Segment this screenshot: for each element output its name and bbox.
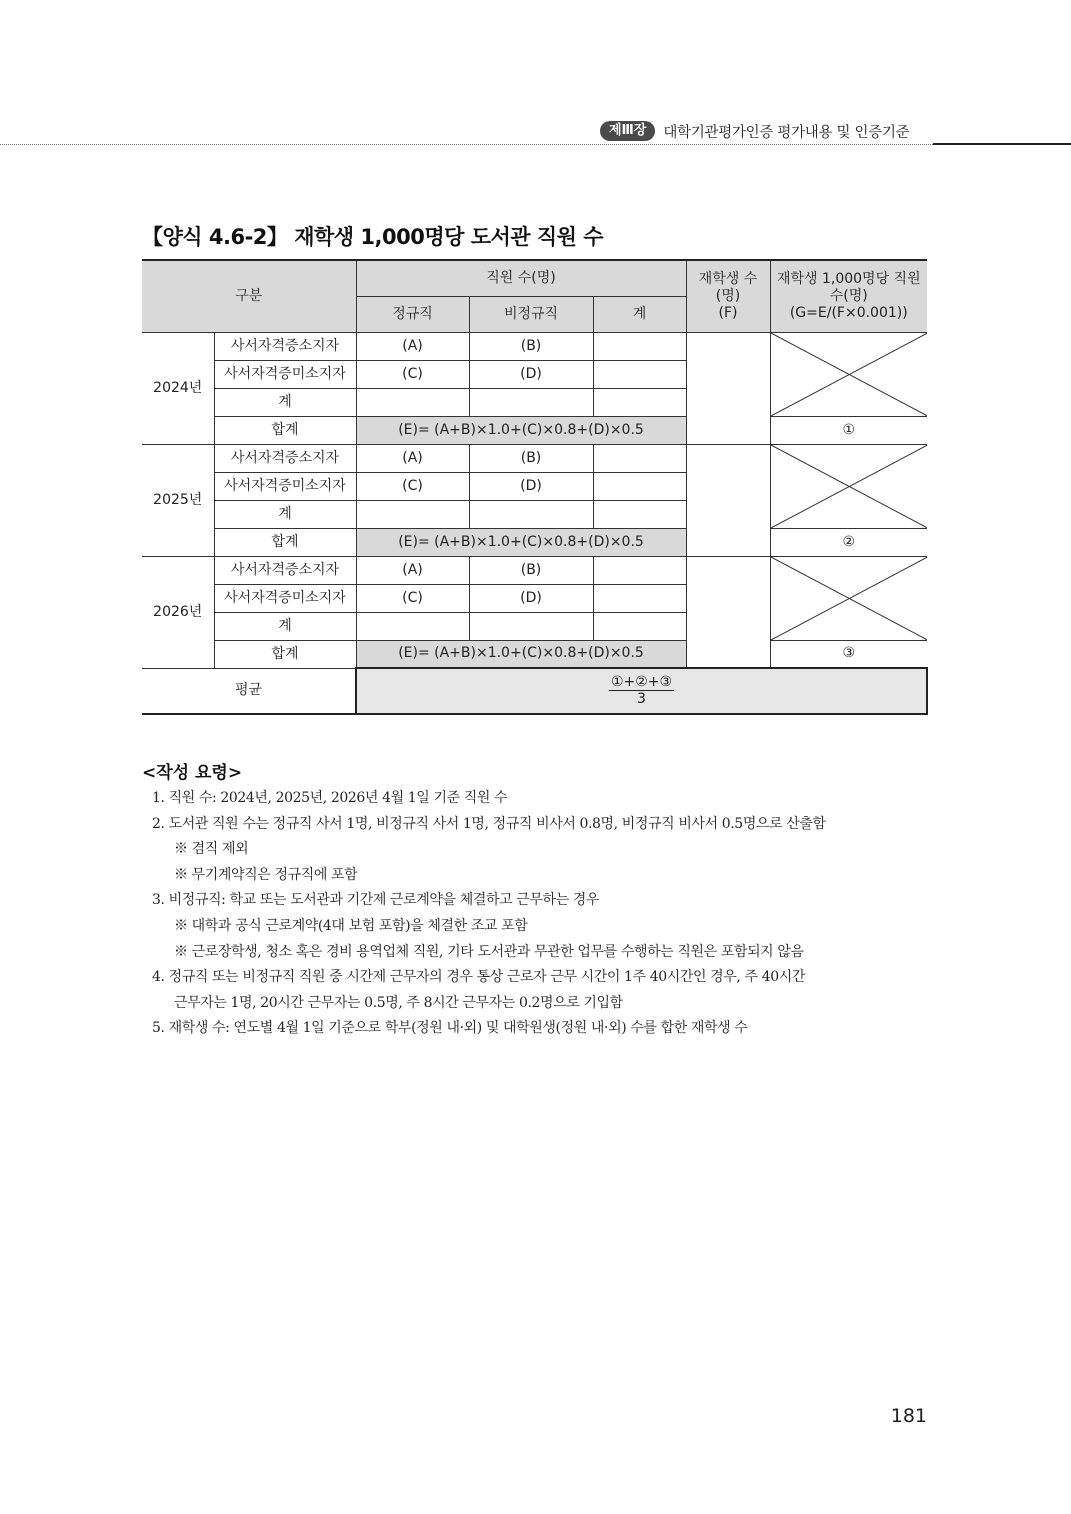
year-label: 2025년 bbox=[142, 444, 214, 556]
instruction-item: 4. 정규직 또는 비정규직 직원 중 시간제 근무자의 경우 통상 근로자 근무 시간이 1주 40시간인 경우, 주 40시간 bbox=[152, 969, 805, 986]
regular-cell: (C) bbox=[356, 472, 469, 500]
sum-label: 합계 bbox=[214, 528, 356, 556]
sum-label: 합계 bbox=[214, 640, 356, 668]
header-nonregular: 비정규직 bbox=[469, 296, 593, 332]
nonregular-cell: (B) bbox=[469, 332, 593, 360]
year-label: 2026년 bbox=[142, 556, 214, 668]
year-label: 2024년 bbox=[142, 332, 214, 444]
regular-cell bbox=[356, 500, 469, 528]
total-cell bbox=[593, 500, 686, 528]
header-total: 계 bbox=[593, 296, 686, 332]
sum-formula: (E)= (A+B)×1.0+(C)×0.8+(D)×0.5 bbox=[356, 528, 686, 556]
row-label: 계 bbox=[214, 388, 356, 416]
table-row bbox=[142, 556, 927, 584]
row-label: 계 bbox=[214, 500, 356, 528]
instructions-title: <작성 요령> bbox=[142, 763, 243, 783]
nonregular-cell: (B) bbox=[469, 556, 593, 584]
cross-lines bbox=[771, 445, 928, 528]
total-cell bbox=[593, 584, 686, 612]
header-students: 재학생 수 (명) (F) bbox=[686, 260, 770, 332]
table-row bbox=[142, 640, 927, 668]
sum-label: 합계 bbox=[214, 416, 356, 444]
row-label: 계 bbox=[214, 612, 356, 640]
instruction-continuation: 근무자는 1명, 20시간 근무자는 0.5명, 주 8시간 근무자는 0.2명으로 기입함 bbox=[174, 994, 623, 1011]
total-cell bbox=[593, 388, 686, 416]
chapter-badge: 제Ⅲ장 bbox=[600, 121, 655, 141]
table-row bbox=[142, 416, 927, 444]
header-rule bbox=[0, 144, 933, 145]
crossed-cell bbox=[770, 444, 927, 528]
sum-formula: (E)= (A+B)×1.0+(C)×0.8+(D)×0.5 bbox=[356, 640, 686, 668]
row-label: 사서자격증소지자 bbox=[214, 556, 356, 584]
nonregular-cell: (D) bbox=[469, 360, 593, 388]
header-regular: 정규직 bbox=[356, 296, 469, 332]
table-row bbox=[142, 444, 927, 472]
regular-cell: (A) bbox=[356, 332, 469, 360]
total-cell bbox=[593, 556, 686, 584]
row-label: 사서자격증미소지자 bbox=[214, 584, 356, 612]
ratio-result: ③ bbox=[770, 640, 927, 668]
row-label: 사서자격증미소지자 bbox=[214, 472, 356, 500]
students-cell bbox=[686, 556, 770, 668]
average-formula bbox=[356, 668, 927, 714]
instruction-item: 1. 직원 수: 2024년, 2025년, 2026년 4월 1일 기준 직원 수 bbox=[152, 790, 508, 806]
total-cell bbox=[593, 360, 686, 388]
nonregular-cell: (D) bbox=[469, 584, 593, 612]
instruction-item: 5. 재학생 수: 연도별 4월 1일 기준으로 학부(정원 내·외) 및 대학원생(정원 내·외) 수를 합한 재학생 수 bbox=[152, 1020, 748, 1037]
average-fraction bbox=[609, 674, 674, 707]
library-staff-table bbox=[142, 259, 928, 715]
row-label: 사서자격증소지자 bbox=[214, 444, 356, 472]
header-rule-solid bbox=[933, 143, 1071, 145]
table-row bbox=[142, 528, 927, 556]
students-cell bbox=[686, 332, 770, 444]
row-label: 사서자격증미소지자 bbox=[214, 360, 356, 388]
nonregular-cell: (D) bbox=[469, 472, 593, 500]
regular-cell: (A) bbox=[356, 444, 469, 472]
instructions-list bbox=[152, 786, 942, 1042]
crossed-cell bbox=[770, 556, 927, 640]
regular-cell: (A) bbox=[356, 556, 469, 584]
nonregular-cell: (B) bbox=[469, 444, 593, 472]
nonregular-cell bbox=[469, 500, 593, 528]
cross-lines bbox=[771, 333, 928, 416]
sum-formula: (E)= (A+B)×1.0+(C)×0.8+(D)×0.5 bbox=[356, 416, 686, 444]
header-staff-count: 직원 수(명) bbox=[356, 260, 686, 296]
nonregular-cell bbox=[469, 388, 593, 416]
total-cell bbox=[593, 444, 686, 472]
total-cell bbox=[593, 612, 686, 640]
average-numerator: ①+②+③ bbox=[610, 674, 673, 690]
header-category: 구분 bbox=[142, 260, 356, 332]
instruction-item: 3. 비정규직: 학교 또는 도서관과 기간제 근로계약을 체결하고 근무하는 경우 bbox=[152, 892, 600, 909]
ratio-result: ① bbox=[770, 416, 927, 444]
instruction-note: ※ 무기계약직은 정규직에 포함 bbox=[174, 866, 358, 883]
instruction-note: ※ 겸직 제외 bbox=[174, 841, 249, 858]
average-denominator: 3 bbox=[637, 691, 646, 707]
total-cell bbox=[593, 472, 686, 500]
nonregular-cell bbox=[469, 612, 593, 640]
regular-cell bbox=[356, 612, 469, 640]
instruction-note: ※ 대학과 공식 근로계약(4대 보험 포함)을 체결한 조교 포함 bbox=[174, 917, 528, 934]
instruction-item: 2. 도서관 직원 수는 정규직 사서 1명, 비정규직 사서 1명, 정규직 비사서 0.8명, 비정규직 비사서 0.5명으로 산출함 bbox=[152, 815, 826, 832]
instruction-note: ※ 근로장학생, 청소 혹은 경비 용역업체 직원, 기타 도서관과 무관한 업무를 수행하는 직원은 포함되지 않음 bbox=[174, 943, 804, 960]
regular-cell bbox=[356, 388, 469, 416]
row-label: 사서자격증소지자 bbox=[214, 332, 356, 360]
average-row bbox=[142, 668, 927, 714]
regular-cell: (C) bbox=[356, 584, 469, 612]
regular-cell: (C) bbox=[356, 360, 469, 388]
running-header-title: 대학기관평가인증 평가내용 및 인증기준 bbox=[663, 124, 910, 141]
ratio-result: ② bbox=[770, 528, 927, 556]
crossed-cell bbox=[770, 332, 927, 416]
students-cell bbox=[686, 444, 770, 556]
header-ratio: 재학생 1,000명당 직원 수(명) (G=E/(F×0.001)) bbox=[770, 260, 927, 332]
table-row bbox=[142, 332, 927, 360]
page-number: 181 bbox=[890, 1405, 927, 1427]
running-header bbox=[600, 120, 909, 142]
form-title: 【양식 4.6-2】 재학생 1,000명당 도서관 직원 수 bbox=[142, 225, 604, 249]
total-cell bbox=[593, 332, 686, 360]
average-label: 평균 bbox=[142, 668, 356, 714]
cross-lines bbox=[771, 557, 928, 640]
